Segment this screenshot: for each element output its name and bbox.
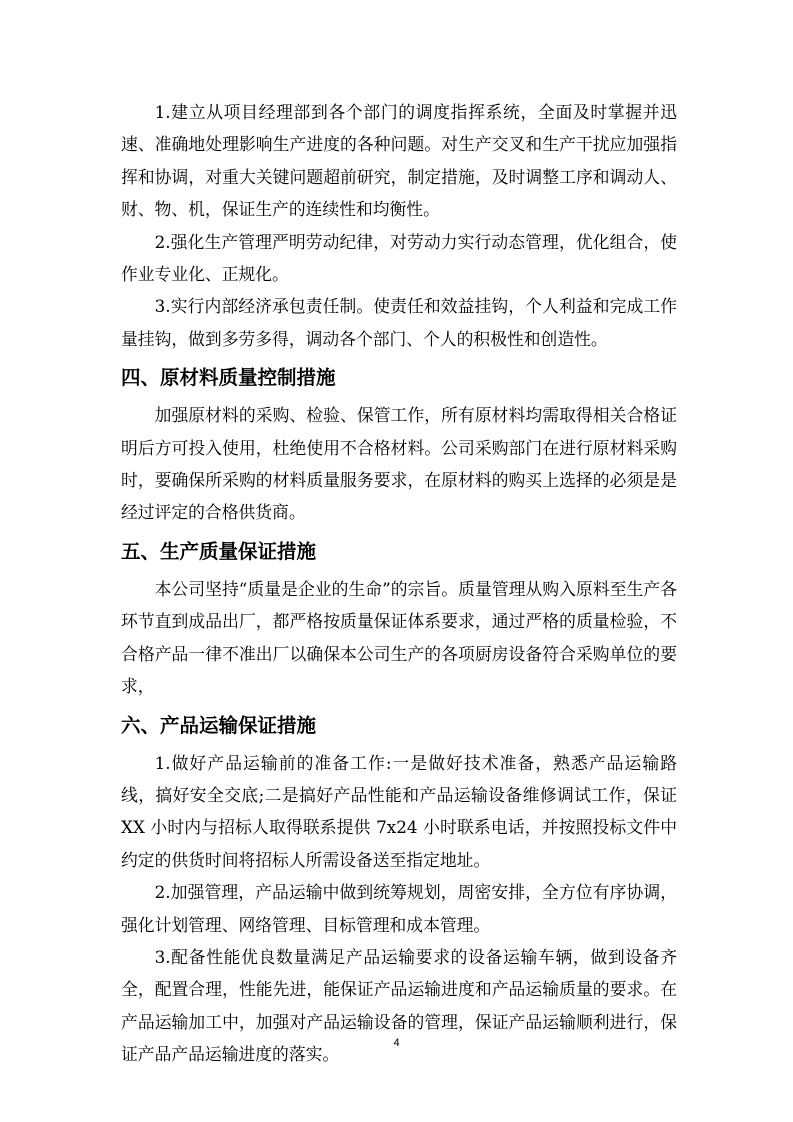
paragraph: 3.配备性能优良数量满足产品运输要求的设备运输车辆，做到设备齐全，配置合理，性能先进，能保证产品运输进度和产品运输质量的要求。在产品运输加工中，加强对产品运输设备的管理，保证产品运输顺利进行，保证产品产品运输进度的落实。 <box>121 946 677 1065</box>
paragraph: 1.做好产品运输前的准备工作:一是做好技术准备，熟悉产品运输路线，搞好安全交底;二是搞好产品性能和产品运输设备维修调试工作，保证 XX 小时内与招标人取得联系提供 7x24 小时联系电话，并按照投标文件中约定的供货时间将招标人所需设备送至指定地址。 <box>121 752 677 870</box>
section-heading-production-quality: 五、生产质量保证措施 <box>121 539 317 563</box>
paragraph: 1.建立从项目经理部到各个部门的调度指挥系统，全面及时掌握并迅速、准确地处理影响生产进度的各种问题。对生产交叉和生产干扰应加强指挥和协调，对重大关键问题超前研究，制定措施，及时调整工序和调动人、财、物、机，保证生产的连续性和均衡性。 <box>121 102 677 220</box>
paragraph: 2.强化生产管理严明劳动纪律，对劳动力实行动态管理，优化组合，使作业专业化、正规化。 <box>121 231 677 285</box>
section-heading-raw-material: 四、原材料质量控制措施 <box>121 366 336 390</box>
paragraph: 加强原材料的采购、检验、保管工作，所有原材料均需取得相关合格证明后方可投入使用，杜绝使用不合格材料。公司采购部门在进行原材料采购时，要确保所采购的材料质量服务要求，在原材料的购买上选择的必须是是经过评定的合格供货商。 <box>121 405 677 523</box>
paragraph: 本公司坚持“质量是企业的生命”的宗旨。质量管理从购入原料至生产各环节直到成品出厂，都严格按质量保证体系要求，通过严格的质量检验，不合格产品一律不准出厂以确保本公司生产的各项厨房设备符合采购单位的要求， <box>121 578 677 697</box>
paragraph: 2.加强管理，产品运输中做到统筹规划，周密安排，全方位有序协调，强化计划管理、网络管理、目标管理和成本管理。 <box>121 882 677 935</box>
page-number: 4 <box>393 1037 400 1049</box>
document-body <box>121 96 677 1071</box>
section-heading-transport: 六、产品运输保证措施 <box>121 713 317 737</box>
paragraph: 3.实行内部经济承包责任制。使责任和效益挂钩，个人利益和完成工作量挂钩，做到多劳多得，调动各个部门、个人的积极性和创造性。 <box>121 296 677 349</box>
